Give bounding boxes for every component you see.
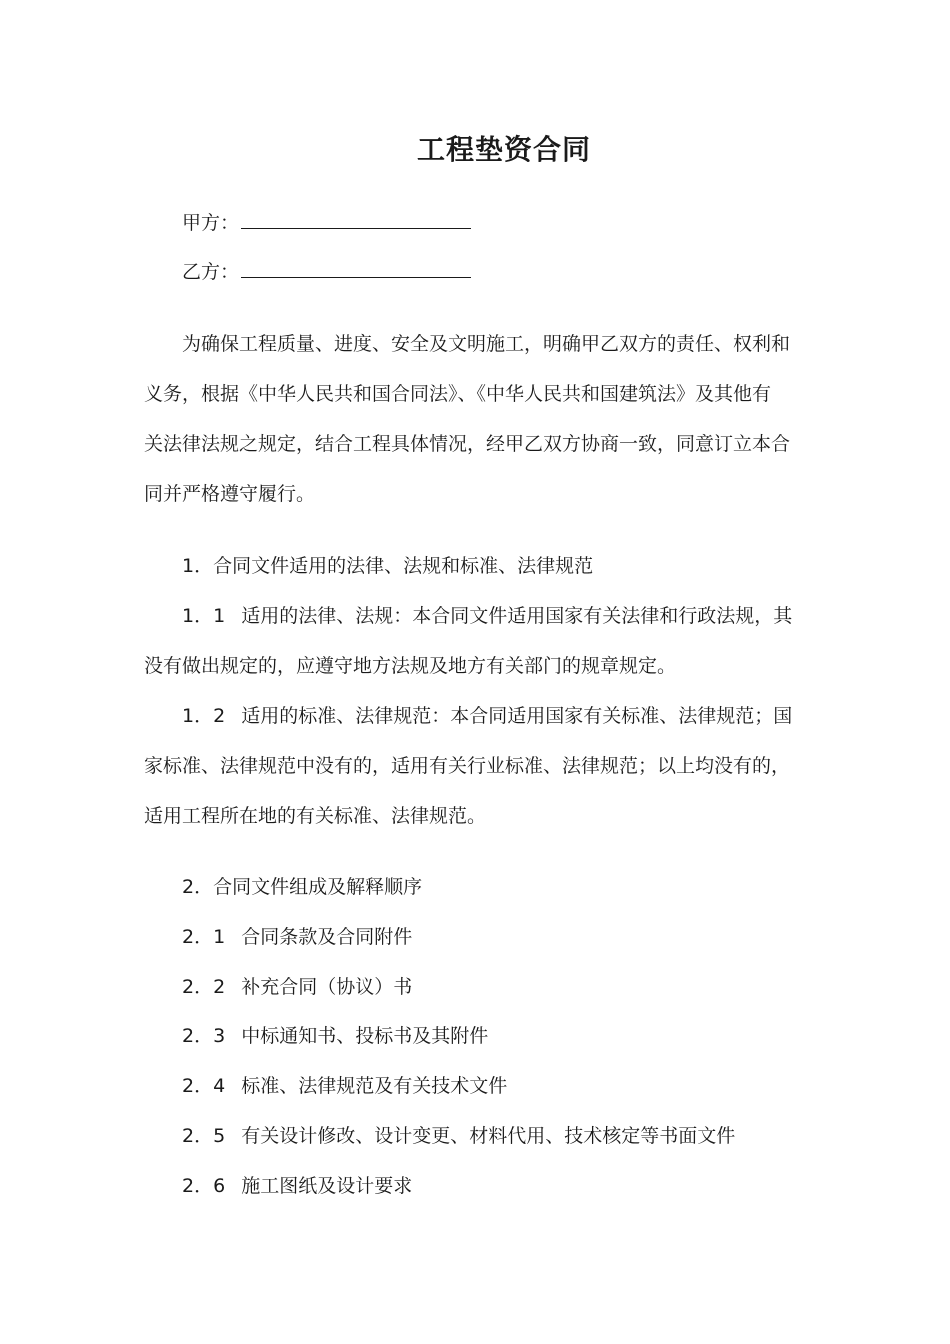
clause-2-3 <box>182 1022 488 1050</box>
clause-1-1 <box>182 602 792 630</box>
preamble-line: 为确保工程质量、进度、安全及文明施工，明确甲乙双方的责任、权利和 <box>182 333 791 355</box>
clause-number: 2．2 <box>182 976 226 998</box>
clause-1-2 <box>182 702 792 730</box>
clause-2-4 <box>182 1072 507 1100</box>
clause-number: 2．4 <box>182 1075 226 1097</box>
preamble-line: 关法律法规之规定，结合工程具体情况，经甲乙双方协商一致，同意订立本合 <box>144 433 791 455</box>
clause-1-1-continued: 没有做出规定的，应遵守地方法规及地方有关部门的规章规定。 <box>144 655 677 677</box>
clause-1-2-continued: 家标准、法律规范中没有的，适用有关行业标准、法律规范；以上均没有的， <box>144 755 791 777</box>
preamble-line: 义务，根据《中华人民共和国合同法》、《中华人民共和国建筑法》及其他有 <box>144 383 772 405</box>
party-a-line <box>182 209 471 237</box>
party-b-blank[interactable] <box>241 259 471 278</box>
section-2-heading: 2．合同文件组成及解释顺序 <box>182 876 423 898</box>
clause-text: 中标通知书、投标书及其附件 <box>241 1025 489 1047</box>
clause-text: 合同条款及合同附件 <box>241 926 413 948</box>
party-a-label: 甲方： <box>182 212 240 234</box>
page-title: 工程垫资合同 <box>416 133 591 166</box>
clause-2-2 <box>182 973 412 1001</box>
clause-text: 施工图纸及设计要求 <box>241 1175 413 1197</box>
clause-text: 有关设计修改、设计变更、材料代用、技术核定等书面文件 <box>241 1125 736 1147</box>
clause-text: 适用的标准、法律规范：本合同适用国家有关标准、法律规范；国 <box>241 705 793 727</box>
preamble-line: 同并严格遵守履行。 <box>144 483 316 505</box>
clause-text: 标准、法律规范及有关技术文件 <box>241 1075 508 1097</box>
clause-number: 2．1 <box>182 926 226 948</box>
party-a-blank[interactable] <box>241 210 471 229</box>
clause-number: 2．3 <box>182 1025 226 1047</box>
clause-number: 1．1 <box>182 605 226 627</box>
clause-text: 适用的法律、法规：本合同文件适用国家有关法律和行政法规，其 <box>241 605 793 627</box>
clause-number: 1．2 <box>182 705 226 727</box>
clause-number: 2．5 <box>182 1125 226 1147</box>
party-b-line <box>182 258 471 286</box>
clause-2-6 <box>182 1172 412 1200</box>
clause-text: 补充合同（协议）书 <box>241 976 413 998</box>
clause-number: 2．6 <box>182 1175 226 1197</box>
clause-2-1 <box>182 923 412 951</box>
clause-2-5 <box>182 1122 735 1150</box>
clause-1-2-continued: 适用工程所在地的有关标准、法律规范。 <box>144 805 487 827</box>
section-1-heading: 1．合同文件适用的法律、法规和标准、法律规范 <box>182 555 594 577</box>
party-b-label: 乙方： <box>182 261 240 283</box>
